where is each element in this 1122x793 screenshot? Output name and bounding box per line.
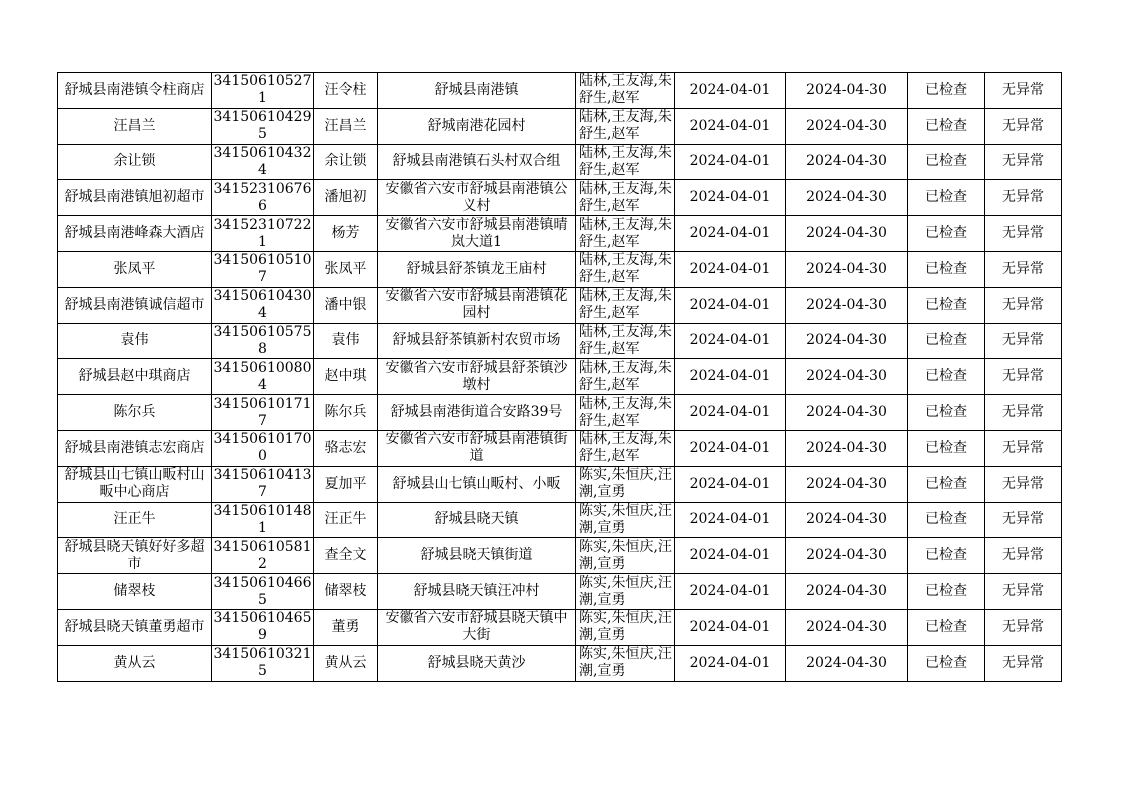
store-name-cell: 舒城县南港峰森大酒店 [58, 216, 212, 252]
inspectors-cell: 陈实,朱恒庆,汪潮,宣勇 [576, 502, 675, 538]
license-code-cell: 341506104324 [212, 144, 314, 180]
owner-name-cell: 汪昌兰 [314, 108, 378, 144]
status-cell: 已检查 [908, 108, 985, 144]
table-row [58, 73, 1062, 109]
store-name-cell: 余让锁 [58, 144, 212, 180]
address-cell: 安徽省六安市舒城县南港镇晴岚大道1 [378, 216, 576, 252]
result-cell: 无异常 [985, 180, 1062, 216]
inspectors-cell: 陆林,王友海,朱舒生,赵军 [576, 216, 675, 252]
table-row [58, 645, 1062, 681]
store-name-cell: 黄从云 [58, 645, 212, 681]
address-cell: 舒城县晓天黄沙 [378, 645, 576, 681]
address-cell: 安徽省六安市舒城县舒茶镇沙墩村 [378, 359, 576, 395]
license-code-cell: 341506105812 [212, 538, 314, 574]
owner-name-cell: 董勇 [314, 609, 378, 645]
start-date-cell: 2024-04-01 [675, 430, 786, 466]
start-date-cell: 2024-04-01 [675, 73, 786, 109]
store-name-cell: 舒城县晓天镇好好多超市 [58, 538, 212, 574]
inspectors-cell: 陆林,王友海,朱舒生,赵军 [576, 323, 675, 359]
owner-name-cell: 骆志宏 [314, 430, 378, 466]
inspectors-cell: 陆林,王友海,朱舒生,赵军 [576, 144, 675, 180]
status-cell: 已检查 [908, 73, 985, 109]
license-code-cell: 341506103215 [212, 645, 314, 681]
store-name-cell: 汪正牛 [58, 502, 212, 538]
address-cell: 舒城县山七镇山畈村、小畈 [378, 466, 576, 502]
inspection-table [57, 72, 1062, 682]
table-row [58, 574, 1062, 610]
owner-name-cell: 张凤平 [314, 251, 378, 287]
inspectors-cell: 陆林,王友海,朱舒生,赵军 [576, 359, 675, 395]
end-date-cell: 2024-04-30 [786, 466, 908, 502]
inspectors-cell: 陈实,朱恒庆,汪潮,宣勇 [576, 538, 675, 574]
owner-name-cell: 汪令柱 [314, 73, 378, 109]
status-cell: 已检查 [908, 430, 985, 466]
status-cell: 已检查 [908, 144, 985, 180]
status-cell: 已检查 [908, 216, 985, 252]
inspectors-cell: 陈实,朱恒庆,汪潮,宣勇 [576, 645, 675, 681]
result-cell: 无异常 [985, 73, 1062, 109]
store-name-cell: 舒城县南港镇诚信超市 [58, 287, 212, 323]
status-cell: 已检查 [908, 251, 985, 287]
result-cell: 无异常 [985, 251, 1062, 287]
owner-name-cell: 余让锁 [314, 144, 378, 180]
owner-name-cell: 潘旭初 [314, 180, 378, 216]
result-cell: 无异常 [985, 108, 1062, 144]
inspectors-cell: 陈实,朱恒庆,汪潮,宣勇 [576, 466, 675, 502]
license-code-cell: 341506104295 [212, 108, 314, 144]
table-row [58, 180, 1062, 216]
result-cell: 无异常 [985, 574, 1062, 610]
end-date-cell: 2024-04-30 [786, 502, 908, 538]
inspectors-cell: 陆林,王友海,朱舒生,赵军 [576, 395, 675, 431]
license-code-cell: 341506104665 [212, 574, 314, 610]
start-date-cell: 2024-04-01 [675, 108, 786, 144]
status-cell: 已检查 [908, 359, 985, 395]
license-code-cell: 341523107221 [212, 216, 314, 252]
inspectors-cell: 陆林,王友海,朱舒生,赵军 [576, 430, 675, 466]
license-code-cell: 341506105758 [212, 323, 314, 359]
owner-name-cell: 陈尔兵 [314, 395, 378, 431]
end-date-cell: 2024-04-30 [786, 574, 908, 610]
result-cell: 无异常 [985, 287, 1062, 323]
end-date-cell: 2024-04-30 [786, 395, 908, 431]
result-cell: 无异常 [985, 359, 1062, 395]
license-code-cell: 341523106766 [212, 180, 314, 216]
status-cell: 已检查 [908, 502, 985, 538]
result-cell: 无异常 [985, 645, 1062, 681]
store-name-cell: 舒城县南港镇令柱商店 [58, 73, 212, 109]
result-cell: 无异常 [985, 538, 1062, 574]
license-code-cell: 341506105271 [212, 73, 314, 109]
table-row [58, 502, 1062, 538]
result-cell: 无异常 [985, 609, 1062, 645]
inspectors-cell: 陆林,王友海,朱舒生,赵军 [576, 287, 675, 323]
license-code-cell: 341506101700 [212, 430, 314, 466]
inspectors-cell: 陆林,王友海,朱舒生,赵军 [576, 108, 675, 144]
start-date-cell: 2024-04-01 [675, 359, 786, 395]
end-date-cell: 2024-04-30 [786, 359, 908, 395]
table-row [58, 216, 1062, 252]
table-row [58, 359, 1062, 395]
status-cell: 已检查 [908, 645, 985, 681]
end-date-cell: 2024-04-30 [786, 216, 908, 252]
store-name-cell: 舒城县南港镇志宏商店 [58, 430, 212, 466]
table-row [58, 395, 1062, 431]
result-cell: 无异常 [985, 430, 1062, 466]
table-row [58, 430, 1062, 466]
store-name-cell: 汪昌兰 [58, 108, 212, 144]
owner-name-cell: 查全文 [314, 538, 378, 574]
result-cell: 无异常 [985, 323, 1062, 359]
start-date-cell: 2024-04-01 [675, 287, 786, 323]
end-date-cell: 2024-04-30 [786, 108, 908, 144]
result-cell: 无异常 [985, 466, 1062, 502]
end-date-cell: 2024-04-30 [786, 538, 908, 574]
owner-name-cell: 汪正牛 [314, 502, 378, 538]
table-row [58, 323, 1062, 359]
start-date-cell: 2024-04-01 [675, 395, 786, 431]
inspectors-cell: 陆林,王友海,朱舒生,赵军 [576, 180, 675, 216]
end-date-cell: 2024-04-30 [786, 609, 908, 645]
start-date-cell: 2024-04-01 [675, 323, 786, 359]
status-cell: 已检查 [908, 466, 985, 502]
store-name-cell: 陈尔兵 [58, 395, 212, 431]
status-cell: 已检查 [908, 538, 985, 574]
license-code-cell: 341506105107 [212, 251, 314, 287]
result-cell: 无异常 [985, 216, 1062, 252]
inspectors-cell: 陈实,朱恒庆,汪潮,宣勇 [576, 574, 675, 610]
end-date-cell: 2024-04-30 [786, 323, 908, 359]
store-name-cell: 张凤平 [58, 251, 212, 287]
start-date-cell: 2024-04-01 [675, 466, 786, 502]
store-name-cell: 舒城县山七镇山畈村山畈中心商店 [58, 466, 212, 502]
start-date-cell: 2024-04-01 [675, 574, 786, 610]
address-cell: 舒城县晓天镇 [378, 502, 576, 538]
address-cell: 舒城县晓天镇街道 [378, 538, 576, 574]
table-row [58, 251, 1062, 287]
result-cell: 无异常 [985, 502, 1062, 538]
table-row [58, 538, 1062, 574]
inspectors-cell: 陈实,朱恒庆,汪潮,宣勇 [576, 609, 675, 645]
address-cell: 舒城南港花园村 [378, 108, 576, 144]
status-cell: 已检查 [908, 287, 985, 323]
status-cell: 已检查 [908, 180, 985, 216]
address-cell: 安徽省六安市舒城县南港镇街道 [378, 430, 576, 466]
owner-name-cell: 杨芳 [314, 216, 378, 252]
address-cell: 安徽省六安市舒城县南港镇花园村 [378, 287, 576, 323]
address-cell: 舒城县南港镇 [378, 73, 576, 109]
license-code-cell: 341506104304 [212, 287, 314, 323]
inspectors-cell: 陆林,王友海,朱舒生,赵军 [576, 251, 675, 287]
owner-name-cell: 储翠枝 [314, 574, 378, 610]
license-code-cell: 341506104659 [212, 609, 314, 645]
store-name-cell: 舒城县晓天镇董勇超市 [58, 609, 212, 645]
start-date-cell: 2024-04-01 [675, 251, 786, 287]
table-row [58, 144, 1062, 180]
table-body [58, 73, 1062, 682]
address-cell: 舒城县舒茶镇新村农贸市场 [378, 323, 576, 359]
result-cell: 无异常 [985, 395, 1062, 431]
inspectors-cell: 陆林,王友海,朱舒生,赵军 [576, 73, 675, 109]
owner-name-cell: 夏加平 [314, 466, 378, 502]
license-code-cell: 341506100804 [212, 359, 314, 395]
store-name-cell: 袁伟 [58, 323, 212, 359]
end-date-cell: 2024-04-30 [786, 287, 908, 323]
owner-name-cell: 黄从云 [314, 645, 378, 681]
owner-name-cell: 潘中银 [314, 287, 378, 323]
owner-name-cell: 赵中琪 [314, 359, 378, 395]
table-row [58, 287, 1062, 323]
status-cell: 已检查 [908, 323, 985, 359]
license-code-cell: 341506101481 [212, 502, 314, 538]
table-row [58, 466, 1062, 502]
start-date-cell: 2024-04-01 [675, 609, 786, 645]
start-date-cell: 2024-04-01 [675, 144, 786, 180]
address-cell: 舒城县南港镇石头村双合组 [378, 144, 576, 180]
owner-name-cell: 袁伟 [314, 323, 378, 359]
end-date-cell: 2024-04-30 [786, 144, 908, 180]
address-cell: 舒城县晓天镇汪冲村 [378, 574, 576, 610]
status-cell: 已检查 [908, 395, 985, 431]
store-name-cell: 舒城县赵中琪商店 [58, 359, 212, 395]
end-date-cell: 2024-04-30 [786, 251, 908, 287]
start-date-cell: 2024-04-01 [675, 502, 786, 538]
address-cell: 舒城县南港街道合安路39号 [378, 395, 576, 431]
table-row [58, 108, 1062, 144]
address-cell: 安徽省六安市舒城县南港镇公义村 [378, 180, 576, 216]
start-date-cell: 2024-04-01 [675, 538, 786, 574]
license-code-cell: 341506104137 [212, 466, 314, 502]
start-date-cell: 2024-04-01 [675, 180, 786, 216]
table-row [58, 609, 1062, 645]
start-date-cell: 2024-04-01 [675, 645, 786, 681]
status-cell: 已检查 [908, 609, 985, 645]
address-cell: 舒城县舒茶镇龙王庙村 [378, 251, 576, 287]
license-code-cell: 341506101717 [212, 395, 314, 431]
result-cell: 无异常 [985, 144, 1062, 180]
status-cell: 已检查 [908, 574, 985, 610]
end-date-cell: 2024-04-30 [786, 73, 908, 109]
end-date-cell: 2024-04-30 [786, 430, 908, 466]
start-date-cell: 2024-04-01 [675, 216, 786, 252]
end-date-cell: 2024-04-30 [786, 180, 908, 216]
store-name-cell: 储翠枝 [58, 574, 212, 610]
address-cell: 安徽省六安市舒城县晓天镇中大街 [378, 609, 576, 645]
store-name-cell: 舒城县南港镇旭初超市 [58, 180, 212, 216]
end-date-cell: 2024-04-30 [786, 645, 908, 681]
